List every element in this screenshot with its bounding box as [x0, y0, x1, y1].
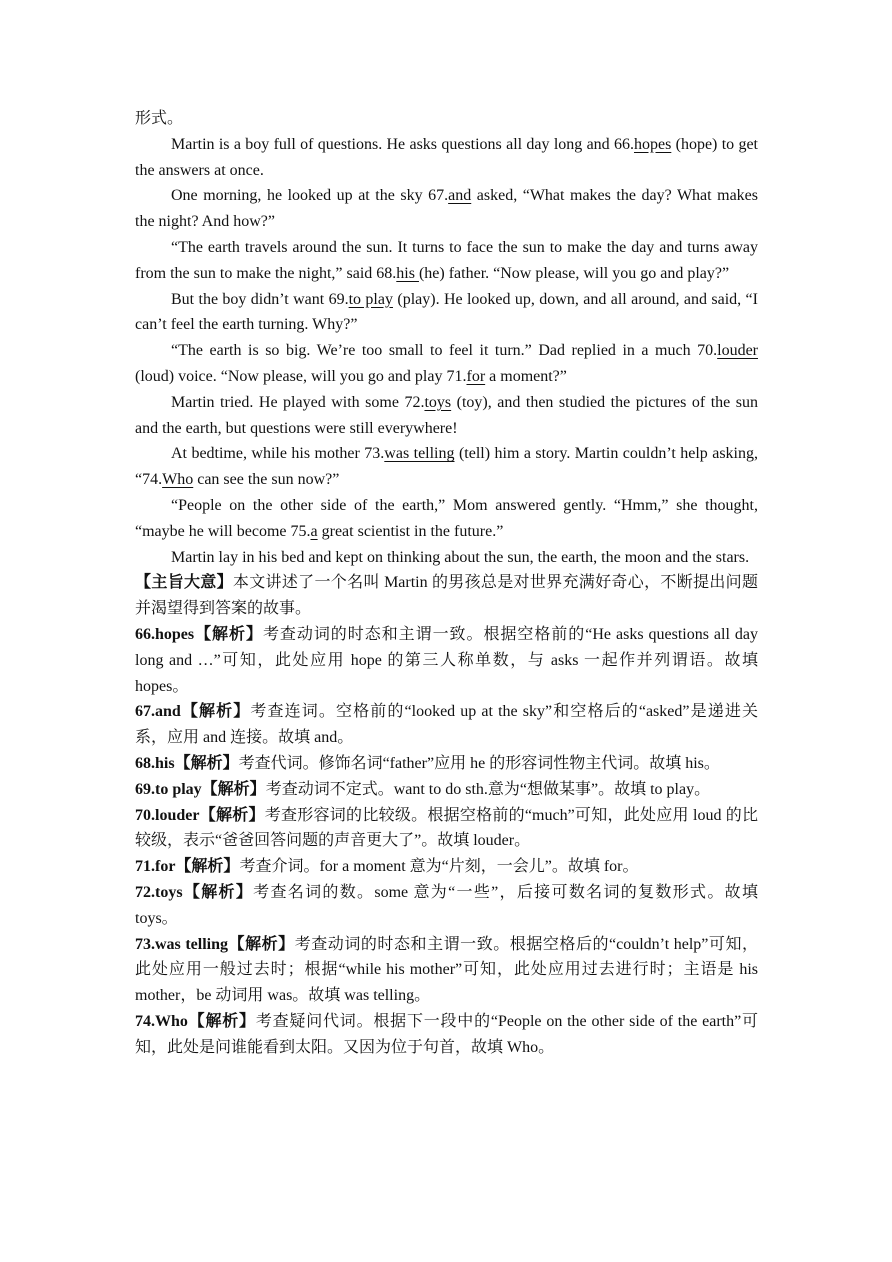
passage-paragraph [135, 441, 758, 493]
text-run: 考查动词的时态和主谓一致。根据空格后的“couldn’t help”可知，此处应用一般过去时；根据“while his mother”可知，此处应用过去进行时；主语是 his mother，be 动词用 was。故填 was telling。 [135, 935, 758, 1005]
item-heading: 68.his【解析】 [135, 754, 239, 772]
analysis-paragraph [135, 777, 758, 803]
item-heading: 71.for【解析】 [135, 858, 240, 876]
item-heading: 74.Who【解析】 [135, 1012, 256, 1030]
item-heading: 73.was telling【解析】 [135, 935, 295, 953]
text-run: At bedtime, while his mother 73. [171, 445, 385, 463]
answer-blank: and [448, 187, 472, 205]
document-page [135, 106, 758, 1060]
answer-blank: louder [717, 342, 758, 360]
text-run: a moment?” [485, 367, 567, 385]
analysis-paragraph [135, 1009, 758, 1061]
text-run: But the boy didn’t want 69. [171, 290, 349, 308]
answer-analysis [135, 570, 758, 1060]
text-run: (he) father. “Now please, will you go and play?” [418, 264, 730, 282]
answer-blank: Who [162, 471, 194, 489]
passage-paragraph [135, 338, 758, 390]
answer-blank: for [466, 367, 486, 385]
answer-blank: hopes [633, 135, 672, 153]
passage-paragraph [135, 287, 758, 339]
analysis-paragraph [135, 880, 758, 932]
passage-paragraph [135, 183, 758, 235]
text-run: Martin lay in his bed and kept on thinking about the sun, the earth, the moon and the stars. [171, 548, 750, 566]
text-run: 考查动词的时态和主谓一致。根据空格前的“He asks questions all day long and …”可知，此处应用 hope 的第三人称单数，与 asks 一起作并列谓语。故填 hopes。 [135, 625, 758, 695]
text-run: “People on the other side of the earth,” Mom answered gently. “Hmm,” she thought, “maybe he will become 75. [135, 496, 758, 540]
item-heading: 【主旨大意】 [135, 574, 233, 592]
analysis-paragraph [135, 854, 758, 880]
text-run: “The earth travels around the sun. It turns to face the sun to make the day and turns away from the sun to make the night,” said 68. [135, 238, 758, 282]
item-heading: 72.toys【解析】 [135, 883, 254, 901]
passage-paragraph [135, 390, 758, 442]
text-run: great scientist in the future.” [317, 522, 504, 540]
answer-blank: a [310, 522, 318, 540]
text-run: (loud) voice. “Now please, will you go and play 71. [135, 367, 467, 385]
passage-paragraph [135, 493, 758, 545]
text-run: 考查疑问代词。根据下一段中的“People on the other side of the earth”可知，此处是问谁能看到太阳。又因为位于句首，故填 Who。 [135, 1012, 758, 1056]
text-run: (hope) to get the answers at once. [135, 135, 758, 179]
analysis-paragraph [135, 570, 758, 622]
answer-blank: his [396, 264, 419, 282]
text-run: can see the sun now?” [193, 471, 340, 489]
passage-paragraph [135, 235, 758, 287]
answer-blank: was telling [384, 445, 455, 463]
text-run: 本文讲述了一个名叫 Martin 的男孩总是对世界充满好奇心，不断提出问题并渴望得到答案的故事。 [135, 574, 758, 618]
text-run: One morning, he looked up at the sky 67. [171, 187, 449, 205]
text-run: (tell) him a story. Martin couldn’t help asking, “74. [135, 445, 759, 489]
text-run: Martin is a boy full of questions. He asks questions all day long and 66. [171, 135, 634, 153]
analysis-paragraph [135, 699, 758, 751]
text-run: 考查形容词的比较级。根据空格前的“much”可知，此处应用 loud 的比较级，表示“爸爸回答问题的声音更大了”。故填 louder。 [135, 806, 758, 850]
lead-fragment: 形式。 [135, 110, 184, 127]
analysis-paragraph [135, 751, 758, 777]
passage-paragraph [135, 132, 758, 184]
story-passage [135, 132, 758, 571]
item-heading: 69.to play【解析】 [135, 780, 266, 798]
text-run: 考查名词的数。some 意为“一些”，后接可数名词的复数形式。故填 toys。 [135, 883, 758, 927]
text-run: “The earth is so big. We’re too small to feel it turn.” Dad replied in a much 70. [171, 342, 718, 360]
text-run: (play). He looked up, down, and all around, and said, “I can’t feel the earth turning. Why?” [135, 290, 758, 334]
text-run: asked, “What makes the day? What makes the night? And how?” [135, 187, 759, 231]
analysis-paragraph [135, 803, 758, 855]
analysis-paragraph [135, 932, 758, 1009]
text-run: 考查连词。空格前的“looked up at the sky”和空格后的“asked”是递进关系，应用 and 连接。故填 and。 [135, 703, 758, 747]
item-heading: 70.louder【解析】 [135, 806, 265, 824]
item-heading: 67.and【解析】 [135, 703, 251, 721]
text-run: (toy), and then studied the pictures of the sun and the earth, but questions were still everywhere! [135, 393, 759, 437]
item-heading: 66.hopes【解析】 [135, 625, 263, 643]
answer-blank: toys [424, 393, 452, 411]
passage-paragraph [135, 545, 758, 571]
text-run: Martin tried. He played with some 72. [171, 393, 425, 411]
text-run: 考查动词不定式。want to do sth.意为“想做某事”。故填 to play。 [265, 780, 711, 798]
answer-blank: to play [348, 290, 393, 308]
text-run: 考查介词。for a moment 意为“片刻，一会儿”。故填 for。 [239, 858, 639, 876]
analysis-paragraph [135, 622, 758, 699]
text-run: 考查代词。修饰名词“father”应用 he 的形容词性物主代词。故填 his。 [238, 754, 720, 772]
